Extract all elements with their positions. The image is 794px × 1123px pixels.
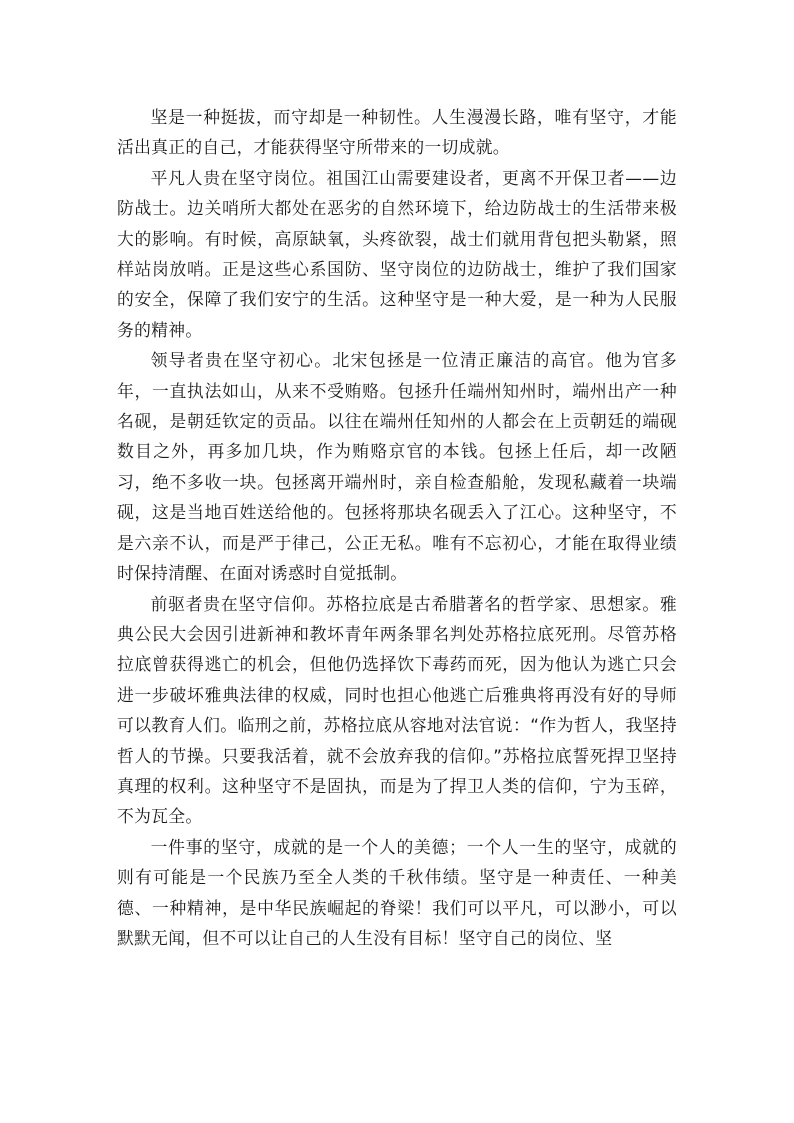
document-page bbox=[117, 102, 677, 953]
paragraph-pioneers: 前驱者贵在坚守信仰。苏格拉底是古希腊著名的哲学家、思想家。雅典公民大会因引进新神和教坏青年两条罪名判处苏格拉底死刑。尽管苏格拉底曾获得逃亡的机会，但他仍选择饮下毒药而死，因为他认为逃亡只会进一步破坏雅典法律的权威，同时也担心他逃亡后雅典将再没有好的导师可以教育人们。临刑之前，苏格拉底从容地对法官说：“作为哲人，我坚持哲人的节操。只要我活着，就不会放弃我的信仰。”苏格拉底誓死捍卫坚持真理的权利。这种坚守不是固执，而是为了捍卫人类的信仰，宁为玉碎，不为瓦全。 bbox=[117, 593, 677, 827]
paragraph-conclusion: 一件事的坚守，成就的是一个人的美德；一个人一生的坚守，成就的则有可能是一个民族乃至全人类的千秋伟绩。坚守是一种责任、一种美德、一种精神，是中华民族崛起的脊梁！我们可以平凡，可以渺小，可以默默无闻，但不可以让自己的人生没有目标！坚守自己的岗位、坚 bbox=[117, 836, 677, 948]
paragraph-intro: 坚是一种挺拔，而守却是一种韧性。人生漫漫长路，唯有坚守，才能活出真正的自己，才能获得坚守所带来的一切成就。 bbox=[117, 107, 677, 158]
paragraph-leaders: 领导者贵在坚守初心。北宋包拯是一位清正廉洁的高官。他为官多年，一直执法如山，从来不受贿赂。包拯升任端州知州时，端州出产一种名砚，是朝廷钦定的贡品。以往在端州任知州的人都会在上贡朝廷的端砚数目之外，再多加几块，作为贿赂京官的本钱。包拯上任后，却一改陋习，绝不多收一块。包拯离开端州时，亲自检查船舱，发现私藏着一块端砚，这是当地百姓送给他的。包拯将那块名砚丢入了江心。这种坚守，不是六亲不认，而是严于律己，公正无私。唯有不忘初心，才能在取得业绩时保持清醒、在面对诱惑时自觉抵制。 bbox=[117, 350, 677, 584]
paragraph-ordinary-people: 平凡人贵在坚守岗位。祖国江山需要建设者，更离不开保卫者——边防战士。边关哨所大都处在恶劣的自然环境下，给边防战士的生活带来极大的影响。有时候，高原缺氧，头疼欲裂，战士们就用背包把头勒紧，照样站岗放哨。正是这些心系国防、坚守岗位的边防战士，维护了我们国家的安全，保障了我们安宁的生活。这种坚守是一种大爱，是一种为人民服务的精神。 bbox=[117, 167, 677, 340]
